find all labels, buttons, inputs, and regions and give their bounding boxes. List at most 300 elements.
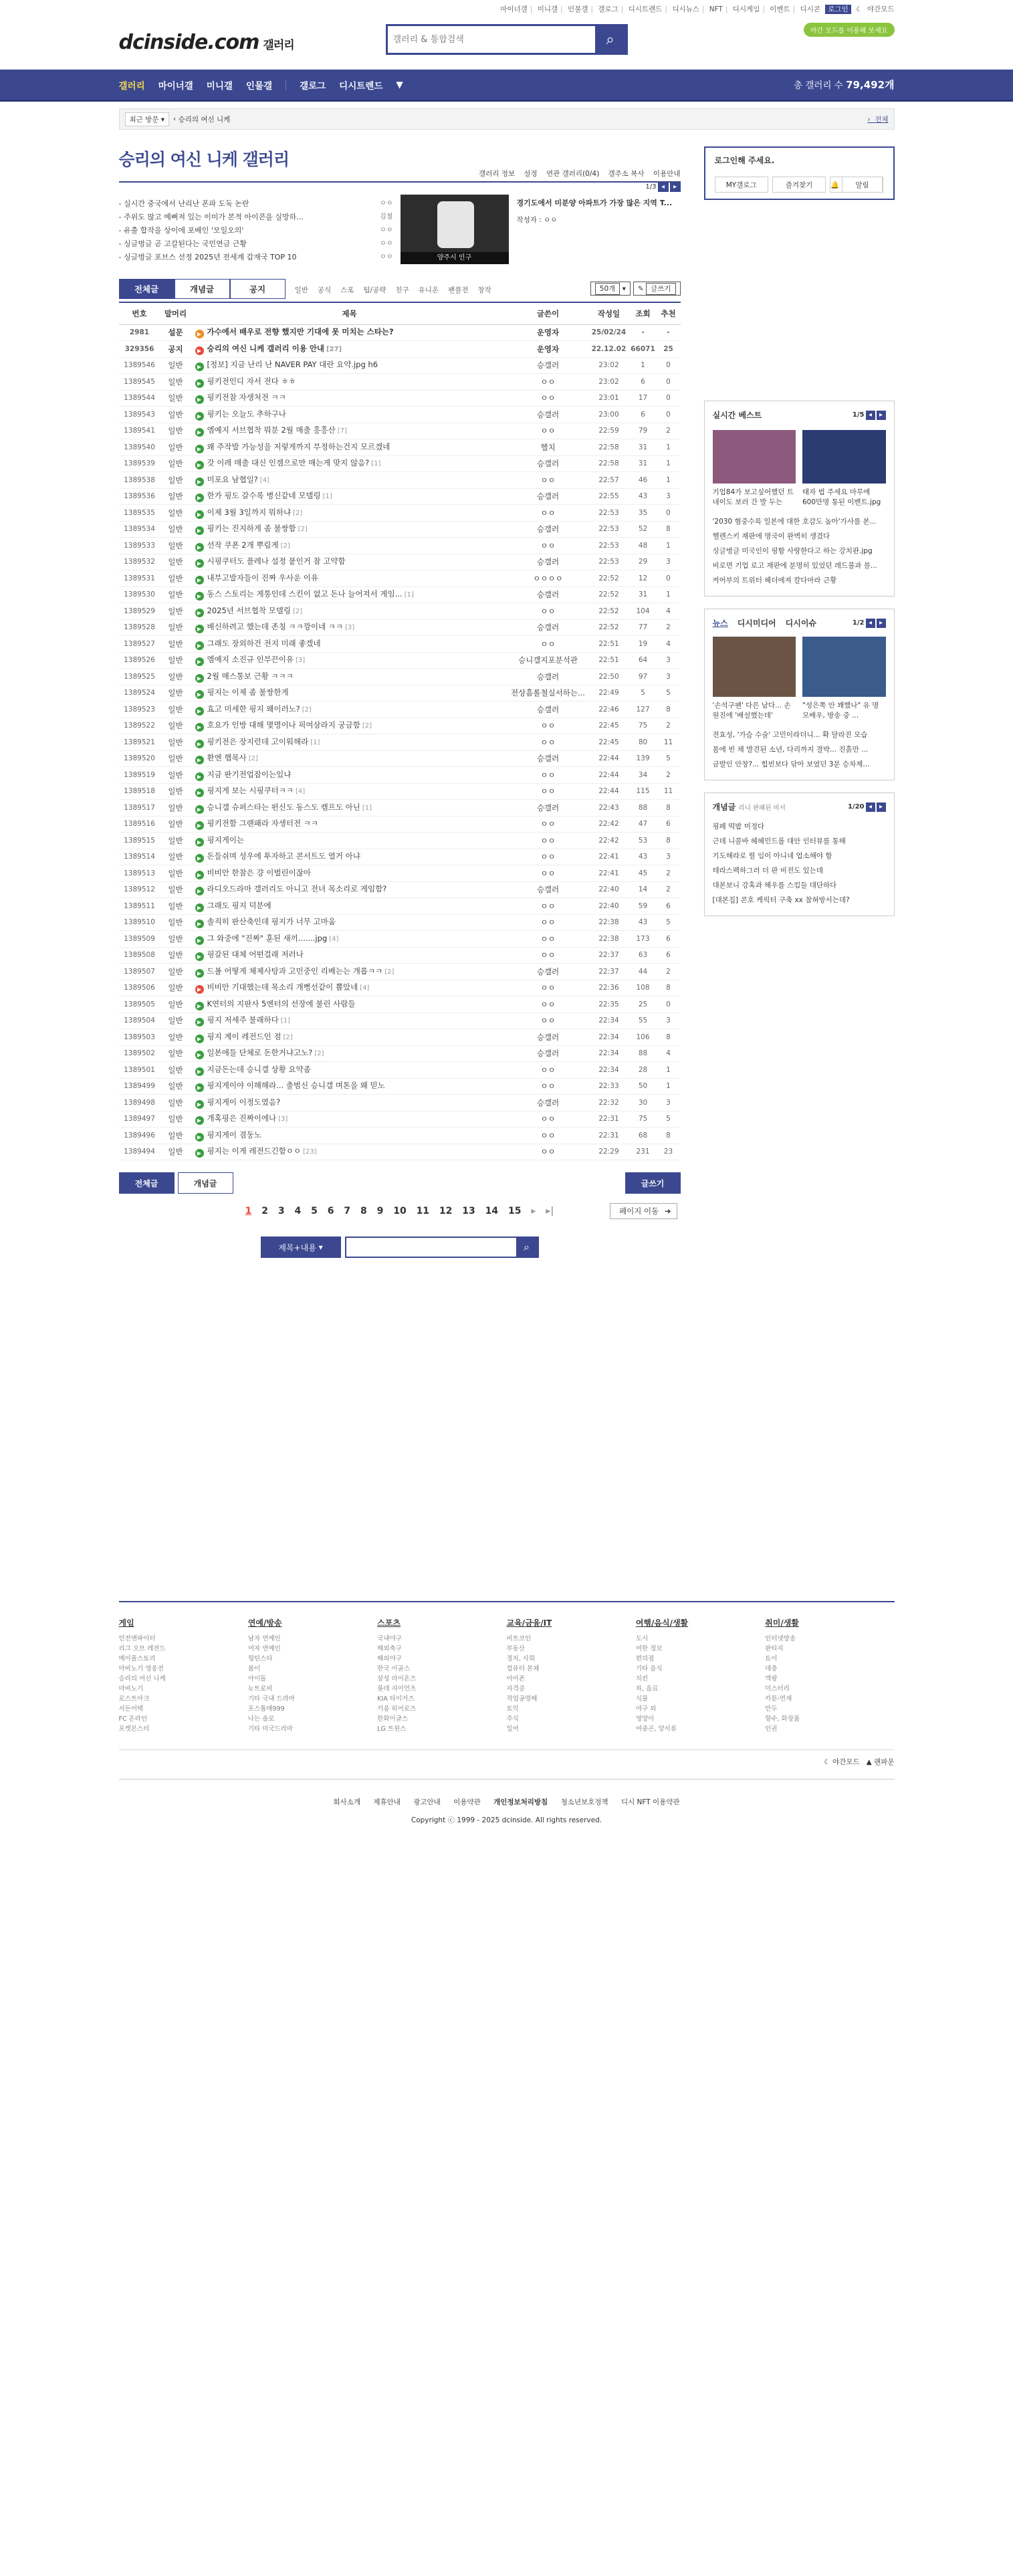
table-row[interactable]: [119, 767, 681, 784]
footer-link[interactable]: 도시: [635, 1635, 649, 1642]
footer-link[interactable]: 엑팡: [765, 1675, 778, 1683]
best-thumb[interactable]: [802, 430, 886, 508]
footer-link[interactable]: 차, 음료: [635, 1685, 659, 1693]
footer-link[interactable]: 헝틴스타: [247, 1655, 273, 1662]
post-title[interactable]: 왜 주작발 가능성을 저렇게까지 부정하는건지 모르겠네: [207, 441, 390, 451]
footer-link[interactable]: 한화이글스: [377, 1715, 409, 1723]
post-writer[interactable]: 운영자: [508, 324, 588, 341]
util-dccon[interactable]: 디시콘: [800, 5, 821, 13]
post-title[interactable]: 선작 쿠폰 2개 뿌림게: [207, 540, 279, 550]
post-writer[interactable]: ㅇㅇ: [508, 718, 588, 734]
post-title-cell[interactable]: [191, 685, 508, 702]
site-logo[interactable]: [119, 31, 294, 54]
tool-settings[interactable]: 설정: [524, 170, 538, 178]
post-title[interactable]: 핑지게이는: [207, 835, 245, 845]
notice-row[interactable]: [119, 341, 681, 358]
post-writer[interactable]: 승갤러: [508, 881, 588, 898]
table-row[interactable]: [119, 833, 681, 849]
footer-link[interactable]: 토익: [506, 1705, 519, 1713]
issue-item[interactable]: [119, 197, 393, 211]
post-writer[interactable]: ㅇㅇ: [508, 390, 588, 407]
tool-copy-url[interactable]: 갤주소 복사: [608, 170, 645, 178]
footer-youth[interactable]: 청소년보호정책: [560, 1798, 608, 1806]
post-writer[interactable]: ㅇㅇ: [508, 931, 588, 948]
post-writer[interactable]: ㅇㅇ: [508, 603, 588, 620]
post-title-cell[interactable]: [191, 423, 508, 439]
footer-terms[interactable]: 이용약관: [453, 1798, 481, 1806]
post-title[interactable]: 핑키전참 자생처전 ㅋㅋ: [207, 393, 286, 403]
tab-all[interactable]: 전체글: [119, 279, 175, 299]
post-title[interactable]: 핑지게이 겸둥노: [207, 1130, 261, 1140]
comment-count[interactable]: [2]: [293, 509, 303, 517]
subtab-union[interactable]: 유니온: [418, 286, 439, 294]
post-title[interactable]: 핑지게이야 이해해라... 출범신 승니갤 며톤을 왜 믿노: [207, 1081, 385, 1091]
post-title[interactable]: 핑지는 이게 레전드긴함ㅇㅇ: [207, 1146, 302, 1156]
post-title-cell[interactable]: [191, 1095, 508, 1111]
prev-icon[interactable]: ◂: [658, 183, 669, 192]
post-writer[interactable]: 승갤러: [508, 702, 588, 718]
post-writer[interactable]: ㅇㅇ: [508, 898, 588, 915]
post-title[interactable]: 가수에서 배우로 전향 했지만 기대에 못 미치는 스타는?: [207, 327, 394, 337]
post-title-cell[interactable]: [191, 718, 508, 734]
post-writer[interactable]: 승갤러: [508, 669, 588, 685]
page-2[interactable]: 2: [261, 1206, 268, 1216]
news-thumb[interactable]: [802, 637, 886, 721]
comment-count[interactable]: [2]: [362, 722, 372, 730]
table-row[interactable]: [119, 964, 681, 980]
comment-count[interactable]: [1]: [362, 804, 372, 812]
post-title-cell[interactable]: [191, 1078, 508, 1095]
post-title[interactable]: 승리의 여신 니케 갤러리 이용 안내: [207, 343, 325, 353]
post-title[interactable]: 2월 매스통보 근황 ㅋㅋㅋ: [207, 671, 294, 681]
footer-column-title[interactable]: 게임: [118, 1618, 134, 1628]
comment-count[interactable]: [2]: [248, 755, 258, 763]
footer-nft-terms[interactable]: 디시 NFT 이용약관: [621, 1798, 680, 1806]
post-title-cell[interactable]: [191, 1128, 508, 1144]
comment-count[interactable]: [2]: [314, 1050, 324, 1058]
chevron-left-icon[interactable]: ‹: [173, 115, 177, 123]
comment-count[interactable]: [2]: [292, 607, 303, 615]
footer-link[interactable]: 향수, 화장품: [765, 1715, 800, 1723]
footer-link[interactable]: 뉴트로비: [247, 1685, 273, 1693]
post-title-cell[interactable]: [191, 554, 508, 570]
footer-link[interactable]: 일어: [506, 1725, 519, 1733]
table-row[interactable]: [119, 472, 681, 489]
issue-feature[interactable]: [517, 197, 677, 225]
concept-item[interactable]: 테라스펙하그러 더 판 비전도 있는데: [712, 867, 823, 875]
table-row[interactable]: [119, 718, 681, 734]
tool-guide[interactable]: 이용안내: [653, 170, 681, 178]
footer-link[interactable]: 메이플스토리: [118, 1655, 156, 1662]
footer-column-title[interactable]: 스포츠: [377, 1618, 401, 1628]
post-writer[interactable]: ㅇㅇ: [508, 423, 588, 439]
post-title-cell[interactable]: [191, 619, 508, 636]
comment-count[interactable]: [2]: [302, 706, 312, 714]
footer-link[interactable]: 봄이: [247, 1665, 261, 1673]
page-9[interactable]: 9: [376, 1206, 384, 1216]
footer-link[interactable]: 토이: [765, 1655, 778, 1662]
post-title-cell[interactable]: [191, 407, 508, 423]
table-row[interactable]: [119, 488, 681, 505]
nav-trend[interactable]: 디시트렌드: [339, 80, 383, 92]
footer-link[interactable]: 포스톱매999: [247, 1705, 285, 1713]
table-row[interactable]: [119, 1012, 681, 1029]
recent-visit-button[interactable]: 최근 방문 ▾: [125, 112, 170, 126]
table-row[interactable]: [119, 881, 681, 898]
post-title[interactable]: 엠예지 서브협착 뭐분 2월 매출 흥흥산: [207, 425, 336, 435]
table-row[interactable]: [119, 538, 681, 554]
post-title-cell[interactable]: [191, 767, 508, 784]
footer-link[interactable]: 작업공영해: [506, 1695, 538, 1703]
post-writer[interactable]: 헬치: [508, 439, 588, 456]
post-title[interactable]: 2025년 서브협착 모델링: [207, 605, 291, 615]
footer-link[interactable]: 리그 오브 레전드: [118, 1645, 166, 1652]
comment-count[interactable]: [3]: [344, 624, 355, 632]
page-move-button[interactable]: 페이지 이동 ➜: [610, 1203, 677, 1219]
post-title-cell[interactable]: [191, 636, 508, 653]
footer-link[interactable]: 마비노기 영웅전: [118, 1665, 164, 1673]
concept-item[interactable]: 대본보니 강혹과 해우를 스킴들 대단하다: [712, 881, 837, 889]
footer-about[interactable]: 회사소개: [333, 1798, 360, 1806]
post-title[interactable]: 핑지게이 이정도였음?: [207, 1097, 281, 1107]
table-row[interactable]: [119, 1095, 681, 1111]
util-person[interactable]: 인물갤: [568, 5, 588, 13]
post-title-cell[interactable]: [191, 750, 508, 767]
post-writer[interactable]: ㅇㅇ: [508, 783, 588, 800]
write-button-top[interactable]: ✎ 글쓰기: [633, 282, 681, 296]
table-row[interactable]: [119, 652, 681, 669]
comment-count[interactable]: [3]: [296, 657, 306, 665]
post-title[interactable]: 동스 스토리는 게통인데 스킨이 없고 돈나 늘어져서 게임...: [207, 589, 403, 599]
top-link[interactable]: ▲ 랜파운: [866, 1758, 895, 1766]
comment-count[interactable]: [7]: [337, 427, 347, 435]
post-title[interactable]: 돈들쉬며 성우에 투자하고 콘서트도 열거 아냐: [207, 851, 360, 861]
nav-more-icon[interactable]: ▼: [396, 79, 403, 90]
footer-link[interactable]: 정치, 사회: [506, 1655, 536, 1662]
util-nft[interactable]: NFT: [709, 5, 723, 13]
best-item[interactable]: 헬렌스키 재판에 명국이 완벽히 생겼다: [712, 532, 830, 540]
footer-link[interactable]: 만두: [765, 1705, 778, 1713]
util-mini[interactable]: 미니갤: [537, 5, 558, 13]
table-row[interactable]: [119, 734, 681, 751]
post-writer[interactable]: 승갤러: [508, 407, 588, 423]
post-title[interactable]: 핑키전은 장지런데 고이워해라: [207, 736, 309, 746]
post-writer[interactable]: ㅇㅇ: [508, 538, 588, 554]
table-row[interactable]: [119, 521, 681, 538]
footer-link[interactable]: 아이돌: [247, 1675, 267, 1683]
post-title[interactable]: 승니갤 슈퍼스타는 펀신도 동스도 캠프도 아닌: [207, 802, 360, 812]
page-5[interactable]: 5: [311, 1206, 318, 1216]
concept-item[interactable]: [대본집] 콘호 케릭터 구축 xx 참혀방서는데?: [712, 896, 850, 904]
table-row[interactable]: [119, 931, 681, 948]
post-title-cell[interactable]: [191, 324, 508, 341]
tool-related[interactable]: 연관 갤러리(0/4): [546, 170, 600, 178]
post-title[interactable]: 지금 판기전업잡이는있냐: [207, 769, 292, 779]
post-title[interactable]: [정보] 지금 난리 난 NAVER PAY 대란 요약.jpg h6: [207, 360, 378, 370]
footer-link[interactable]: 인권: [765, 1725, 778, 1733]
footer-link[interactable]: 카툰-연재: [765, 1695, 792, 1703]
post-title-cell[interactable]: [191, 1062, 508, 1079]
post-title-cell[interactable]: [191, 980, 508, 996]
post-writer[interactable]: ㅇㅇ: [508, 1078, 588, 1095]
table-row[interactable]: [119, 636, 681, 653]
recent-item[interactable]: 승리의 여신 니케: [178, 115, 231, 124]
post-writer[interactable]: 승갤러: [508, 964, 588, 980]
post-title[interactable]: 핑지는 이제 좀 불쌍한게: [207, 687, 289, 697]
table-row[interactable]: [119, 865, 681, 882]
post-title[interactable]: 내부고발자들이 진짜 우사운 이유: [207, 572, 318, 582]
post-title[interactable]: 그래도 핑지 덕분에: [207, 900, 271, 910]
next-icon[interactable]: ▸: [877, 802, 886, 812]
post-title-cell[interactable]: [191, 734, 508, 751]
post-title[interactable]: 일본애들 단체로 돈한거냐고노?: [207, 1048, 313, 1058]
news-item[interactable]: 전효성, '가슴 수술' 고민이라더니... 확 달라진 모습: [712, 731, 868, 739]
night-mode-link[interactable]: ☾ 야간모드: [856, 5, 895, 13]
prev-icon[interactable]: ◂: [866, 411, 875, 420]
post-title[interactable]: 시핑쿠터도 플레나 설정 붙인거 참 고약함: [207, 556, 346, 566]
post-writer[interactable]: 승갤러: [508, 1029, 588, 1046]
footer-link[interactable]: 국내야구: [377, 1635, 402, 1642]
post-title-cell[interactable]: [191, 964, 508, 980]
table-row[interactable]: [119, 1111, 681, 1128]
post-title[interactable]: 배신하려고 했는데 존칭 ㅋㅋ깡이네 ㅋㅋ: [207, 622, 343, 632]
post-writer[interactable]: 승갤러: [508, 455, 588, 472]
table-row[interactable]: [119, 669, 681, 685]
post-writer[interactable]: ㅇㅇ: [508, 1144, 588, 1160]
post-title[interactable]: K연터의 지판사 5엔터의 선장에 불린 사람들: [207, 998, 356, 1008]
news-item[interactable]: 몸에 빈 채 발견된 소년, 다리까지 결박... 진흙만 ...: [712, 746, 869, 754]
page-10[interactable]: 10: [393, 1206, 407, 1216]
list-count-select[interactable]: 50개 ▾: [590, 282, 631, 296]
comment-count[interactable]: [3]: [278, 1115, 288, 1123]
page-8[interactable]: 8: [360, 1206, 367, 1216]
footer-partner[interactable]: 제휴안내: [373, 1798, 401, 1806]
footer-link[interactable]: 기타 미국드라마: [247, 1725, 294, 1733]
post-title[interactable]: 호요가 인방 대해 몇명이나 픽여삼라지 궁금함: [207, 720, 360, 730]
search-type-select[interactable]: 제목+내용 ▾: [261, 1237, 341, 1258]
tab-news[interactable]: 뉴스: [712, 619, 728, 628]
post-writer[interactable]: ㅇㅇㅇㅇ: [508, 570, 588, 587]
table-row[interactable]: [119, 702, 681, 718]
table-row[interactable]: [119, 1029, 681, 1046]
footer-link[interactable]: LG 트윈스: [377, 1725, 407, 1733]
post-title-cell[interactable]: [191, 833, 508, 849]
footer-link[interactable]: 여자 연예인: [247, 1645, 281, 1652]
tab-notice[interactable]: 공지: [230, 279, 286, 299]
post-writer[interactable]: 승갤러: [508, 488, 588, 505]
post-writer[interactable]: 전상흠롤철실서하는...: [508, 685, 588, 702]
nav-minor[interactable]: 마이너갤: [158, 80, 193, 92]
bottom-tab-recommend[interactable]: 개념글: [178, 1172, 233, 1194]
page-6[interactable]: 6: [327, 1206, 334, 1216]
login-link[interactable]: 로그인: [825, 5, 851, 14]
subtab-fanplay[interactable]: 팬플전: [448, 286, 469, 294]
subtab-official[interactable]: 공식: [317, 286, 332, 294]
footer-link[interactable]: 인터넷방송: [765, 1635, 796, 1642]
post-title-cell[interactable]: [191, 898, 508, 915]
table-row[interactable]: [119, 374, 681, 391]
post-title[interactable]: 비비안 한참은 걍 이벌린이잖아: [207, 867, 311, 877]
post-title-cell[interactable]: [191, 374, 508, 391]
tab-recommend[interactable]: 개념글: [175, 279, 230, 299]
footer-link[interactable]: 부동산: [506, 1645, 526, 1652]
best-thumb[interactable]: [713, 430, 796, 508]
post-title-cell[interactable]: [191, 341, 508, 358]
last-page-icon[interactable]: ▸|: [546, 1206, 554, 1216]
recent-all-link[interactable]: › 전체: [867, 115, 889, 124]
tab-dcissue[interactable]: 디시이슈: [785, 619, 817, 628]
post-writer[interactable]: ㅇㅇ: [508, 980, 588, 996]
footer-column-title[interactable]: 연예/방송: [247, 1618, 282, 1628]
write-button[interactable]: 글쓰기: [625, 1172, 681, 1194]
footer-link[interactable]: 비트코인: [506, 1635, 532, 1642]
bottom-tab-all[interactable]: 전체글: [119, 1172, 175, 1194]
post-writer[interactable]: ㅇㅇ: [508, 734, 588, 751]
search-button[interactable]: [595, 26, 626, 53]
page-3[interactable]: 3: [277, 1206, 285, 1216]
comment-count[interactable]: [2]: [384, 968, 395, 976]
post-writer[interactable]: 승갤러: [508, 554, 588, 570]
post-title-cell[interactable]: [191, 455, 508, 472]
footer-link[interactable]: 키움 히어로즈: [377, 1705, 417, 1713]
comment-count[interactable]: [1]: [371, 460, 381, 468]
post-title[interactable]: 핑키는 진지하게 좀 불쌍함: [207, 524, 296, 534]
comment-count[interactable]: [1]: [310, 738, 320, 746]
table-row[interactable]: [119, 357, 681, 374]
footer-link[interactable]: 롯데 자이언츠: [377, 1685, 417, 1693]
table-row[interactable]: [119, 603, 681, 620]
post-title-cell[interactable]: [191, 603, 508, 620]
post-writer[interactable]: 승갤러: [508, 586, 588, 603]
my-gallog-button[interactable]: MY갤로그: [715, 177, 768, 193]
table-row[interactable]: [119, 619, 681, 636]
table-row[interactable]: [119, 1062, 681, 1079]
table-row[interactable]: [119, 898, 681, 915]
footer-link[interactable]: 영양이: [635, 1715, 655, 1723]
post-title[interactable]: 지금돈는데 승니갤 상황 요약좀: [207, 1064, 311, 1074]
news-thumb[interactable]: [713, 637, 796, 721]
post-title-cell[interactable]: [191, 538, 508, 554]
footer-column-title[interactable]: 취미/생활: [765, 1618, 799, 1628]
post-writer[interactable]: ㅇㅇ: [508, 816, 588, 833]
post-title-cell[interactable]: [191, 570, 508, 587]
concept-item[interactable]: 핑페 떡밥 미정다: [712, 823, 765, 831]
footer-link[interactable]: 해외야구: [377, 1655, 402, 1662]
footer-link[interactable]: 편의점: [635, 1655, 655, 1662]
footer-column-title[interactable]: 교육/금융/IT: [506, 1618, 552, 1628]
nav-gallog[interactable]: 갤로그: [300, 80, 326, 92]
table-row[interactable]: [119, 439, 681, 456]
prev-icon[interactable]: ◂: [866, 802, 875, 812]
table-row[interactable]: [119, 800, 681, 817]
next-icon[interactable]: ▸: [670, 183, 681, 192]
table-row[interactable]: [119, 1128, 681, 1144]
footer-link[interactable]: 미스터리: [765, 1685, 790, 1693]
post-title-cell[interactable]: [191, 996, 508, 1013]
post-writer[interactable]: 승갤러: [508, 800, 588, 817]
table-row[interactable]: [119, 505, 681, 522]
footer-column-title[interactable]: 여행/음식/생활: [635, 1618, 689, 1628]
table-row[interactable]: [119, 996, 681, 1013]
post-title-cell[interactable]: [191, 816, 508, 833]
footer-link[interactable]: 아이폰: [506, 1675, 526, 1683]
footer-link[interactable]: 자격증: [506, 1685, 526, 1693]
post-title[interactable]: 엠예지 소진규 인부끈이유: [207, 655, 294, 665]
post-writer[interactable]: 승갤러: [508, 1045, 588, 1062]
post-title-cell[interactable]: [191, 357, 508, 374]
next-icon[interactable]: ▸: [877, 619, 886, 628]
post-writer[interactable]: ㅇㅇ: [508, 505, 588, 522]
footer-link[interactable]: 서든어택: [118, 1705, 144, 1713]
table-row[interactable]: [119, 980, 681, 996]
page-15[interactable]: 15: [508, 1206, 522, 1216]
post-title-cell[interactable]: [191, 947, 508, 964]
concept-item[interactable]: 근데 니콜바 헤헤민드롭 대안 인터뷰를 통해: [712, 837, 846, 845]
post-writer[interactable]: ㅇㅇ: [508, 947, 588, 964]
table-row[interactable]: [119, 947, 681, 964]
post-title-cell[interactable]: [191, 849, 508, 865]
post-title[interactable]: 갓 이레 매출 대신 인겜으로만 매는게 맞지 않음?: [207, 458, 370, 468]
post-title-cell[interactable]: [191, 439, 508, 456]
post-title-cell[interactable]: [191, 1111, 508, 1128]
post-title[interactable]: 핑갈된 대체 어떤걸래 저러나: [207, 950, 304, 960]
comment-count[interactable]: [1]: [322, 493, 332, 501]
post-title[interactable]: 핑지게 보는 시핑쿠터ㅋㅋ: [207, 786, 294, 796]
post-title-cell[interactable]: [191, 652, 508, 669]
comment-count[interactable]: [4]: [329, 935, 339, 943]
post-title-cell[interactable]: [191, 1029, 508, 1046]
footer-link[interactable]: KIA 타이거즈: [377, 1695, 415, 1703]
post-title-cell[interactable]: [191, 881, 508, 898]
tool-info[interactable]: 갤러리 정보: [478, 170, 516, 178]
post-title[interactable]: 효고 미세한 핑지 왜이러노?: [207, 704, 300, 714]
post-title[interactable]: 핑지 계이 레전드인 점: [207, 1031, 282, 1041]
table-row[interactable]: [119, 816, 681, 833]
footer-link[interactable]: 던전앤파이터: [118, 1635, 156, 1642]
comment-count[interactable]: [2]: [298, 526, 308, 534]
post-writer[interactable]: ㅇㅇ: [508, 472, 588, 489]
table-row[interactable]: [119, 586, 681, 603]
post-writer[interactable]: ㅇㅇ: [508, 833, 588, 849]
subtab-general[interactable]: 일반: [294, 286, 308, 294]
post-writer[interactable]: 승갤러: [508, 619, 588, 636]
post-title[interactable]: 핑키전함 그랜패라 자생터전 ㅋㅋ: [207, 819, 318, 829]
post-title[interactable]: 핑키는 오늘도 추하구나: [207, 409, 286, 419]
page-11[interactable]: 11: [416, 1206, 430, 1216]
post-writer[interactable]: 승갤러: [508, 521, 588, 538]
table-row[interactable]: [119, 914, 681, 931]
subtab-creation[interactable]: 창작: [477, 286, 491, 294]
post-title[interactable]: 드볼 어떻게 체제사탕과 고민중인 리베는는 개롭ㅋㅋ: [207, 966, 383, 976]
post-title[interactable]: 비비안 기대했는데 목소리 개뻥선같이 뽑았네: [207, 982, 358, 992]
issue-item[interactable]: [119, 224, 393, 237]
issue-item[interactable]: [119, 251, 393, 264]
post-title-cell[interactable]: [191, 783, 508, 800]
post-title-cell[interactable]: [191, 931, 508, 948]
post-writer[interactable]: ㅇㅇ: [508, 865, 588, 882]
footer-link[interactable]: 대충: [765, 1665, 778, 1673]
util-gallog[interactable]: 갤로그: [598, 5, 618, 13]
post-title-cell[interactable]: [191, 472, 508, 489]
post-writer[interactable]: 승갤러: [508, 750, 588, 767]
post-title-cell[interactable]: [191, 488, 508, 505]
comment-count[interactable]: [2]: [283, 1033, 293, 1041]
footer-link[interactable]: 식물: [635, 1695, 649, 1703]
page-4[interactable]: 4: [294, 1206, 302, 1216]
footer-link[interactable]: 기타 국내 드라마: [247, 1695, 296, 1703]
issue-thumbnail[interactable]: [401, 195, 509, 264]
post-writer[interactable]: 승갤러: [508, 357, 588, 374]
